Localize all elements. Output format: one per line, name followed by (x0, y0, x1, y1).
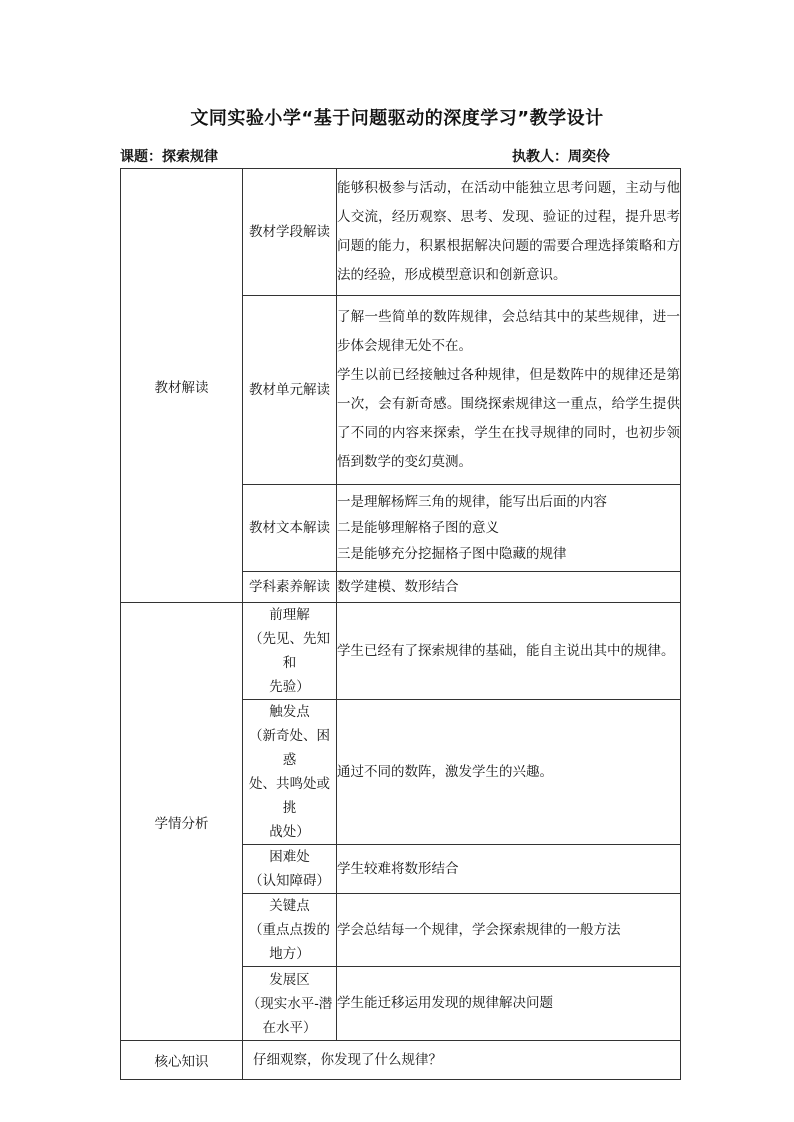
row-content: 学生能迁移运用发现的规律解决问题 (337, 967, 681, 1041)
teacher-name: 执教人：周奕伶 (512, 149, 610, 165)
row-label: 教材文本解读 (243, 485, 337, 572)
row-content (337, 485, 681, 572)
row-label (243, 845, 337, 894)
row-label: 学科素养解读 (243, 572, 337, 603)
row-content: 能够积极参与活动，在活动中能独立思考问题，主动与他人交流，经历观察、思考、发现、验证的过程，提升思考问题的能力，积累根据解决问题的需要合理选择策略和方法的经验，形成模型意识和创新意识。 (337, 169, 681, 296)
text-line: 一是理解杨辉三角的规律，能写出后面的内容 (337, 494, 607, 510)
lesson-plan-table (120, 168, 681, 1080)
row-content: 数学建模、数形结合 (337, 572, 681, 603)
label-line: 地方） (269, 946, 310, 962)
label-line: 先验） (269, 679, 310, 695)
label-line: 触发点 (269, 704, 310, 720)
label-line: 战处） (269, 824, 310, 840)
row-label (243, 967, 337, 1041)
label-line: （现实水平-潜 (246, 995, 333, 1012)
row-content: 仔细观察，你发现了什么规律？ (243, 1041, 681, 1080)
document-title: 文同实验小学“基于问题驱动的深度学习”教学设计 (190, 108, 604, 129)
label-line: 关键点 (269, 898, 310, 914)
label-line: 困难处 (269, 849, 310, 865)
row-label (243, 700, 337, 845)
row-content (337, 296, 681, 485)
text-line: 三是能够充分挖掘格子图中隐藏的规律 (337, 546, 567, 562)
row-content: 学生已经有了探索规律的基础，能自主说出其中的规律。 (337, 603, 681, 700)
text-line: 二是能够理解格子图的意义 (337, 520, 499, 536)
row-content: 通过不同的数阵，激发学生的兴趣。 (337, 700, 681, 845)
row-label (243, 603, 337, 700)
label-line: 在水平） (262, 1019, 317, 1036)
row-label: 教材学段解读 (243, 169, 337, 296)
label-line: （重点点拨的 (249, 922, 330, 938)
section-label-xueqing: 学情分析 (121, 603, 243, 1041)
paragraph: 了解一些简单的数阵规律，会总结其中的某些规律，进一步体会规律无处不在。 (337, 309, 680, 354)
row-content: 学生较难将数形结合 (337, 845, 681, 894)
label-line: 前理解 (269, 607, 310, 623)
row-label (243, 894, 337, 967)
label-line: 发展区 (269, 971, 310, 988)
table-row (121, 1041, 681, 1080)
paragraph: 学生以前已经接触过各种规律，但是数阵中的规律还是第一次，会有新奇感。围绕探索规律这一重点，给学生提供了不同的内容来探索，学生在找寻规律的同时，也初步领悟到数学的变幻莫测。 (337, 367, 680, 470)
row-label: 教材单元解读 (243, 296, 337, 485)
section-label-jiaocai: 教材解读 (121, 169, 243, 603)
row-content: 学会总结每一个规律，学会探索规律的一般方法 (337, 894, 681, 967)
section-label-hexin: 核心知识 (121, 1041, 243, 1080)
label-line: 处、共鸣处或挑 (249, 776, 330, 816)
label-line: （新奇处、困惑 (249, 728, 330, 768)
table-row (121, 603, 681, 700)
table-row (121, 169, 681, 296)
lesson-topic: 课题：探索规律 (120, 149, 218, 165)
label-line: （认知障碍） (249, 873, 330, 889)
label-line: （先见、先知和 (249, 631, 330, 671)
